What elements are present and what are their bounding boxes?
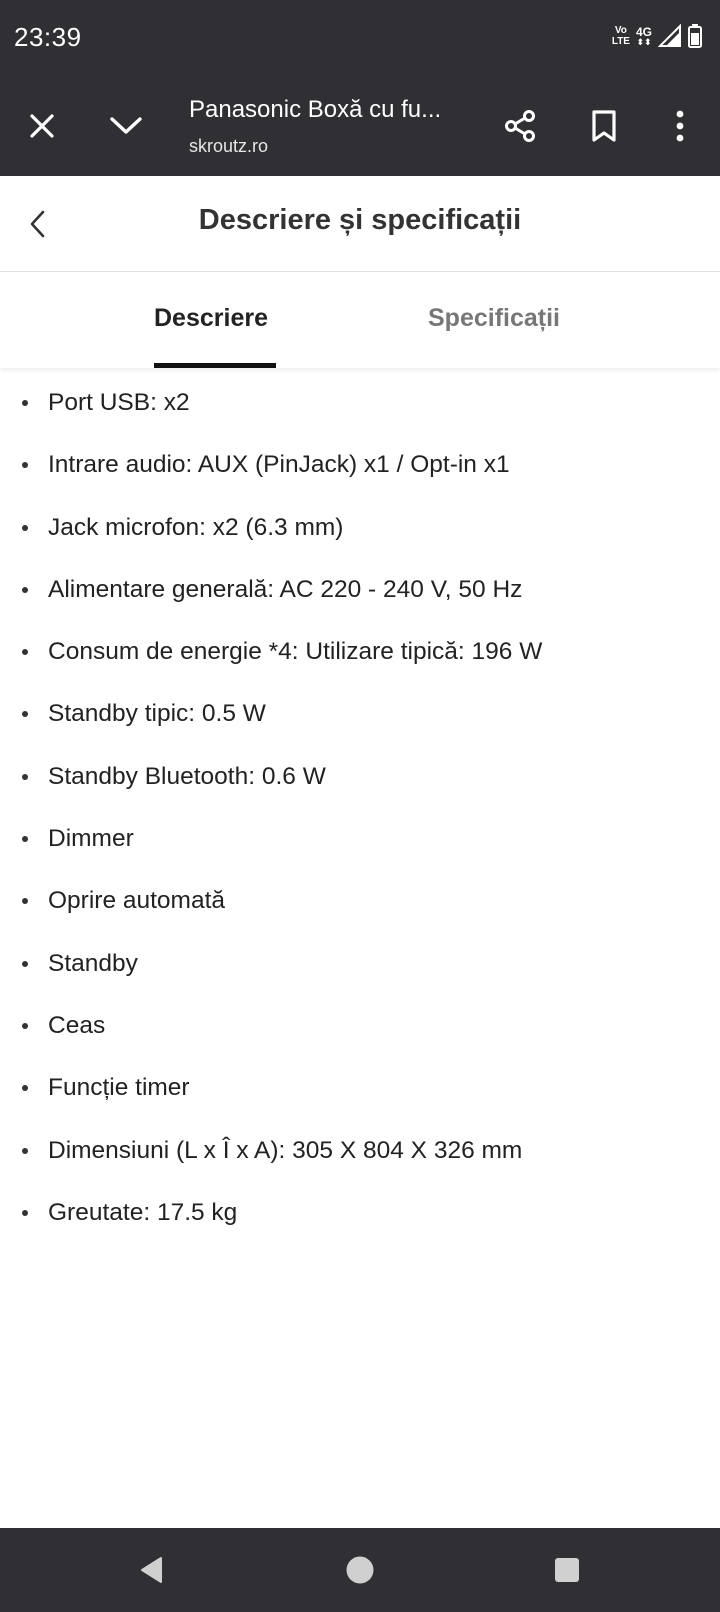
- bullet-icon: [22, 774, 28, 780]
- volte-icon: [612, 25, 630, 47]
- spec-text: Standby tipic: 0.5 W: [48, 700, 266, 728]
- share-icon[interactable]: [496, 102, 544, 150]
- bullet-icon: [22, 1210, 28, 1216]
- spec-list-item: [0, 995, 720, 1057]
- spec-text: Dimmer: [48, 825, 134, 853]
- square-recents-icon: [553, 1556, 581, 1584]
- signal-icon: [658, 24, 682, 48]
- data-arrows-icon: ⬍⬍: [636, 36, 652, 47]
- spec-list-item: [0, 1120, 720, 1182]
- system-nav-bar: [0, 1528, 720, 1612]
- status-icons: [612, 24, 702, 48]
- page-title-tab[interactable]: Panasonic Boxă cu fu...: [189, 96, 442, 123]
- tab-bar: [0, 272, 720, 368]
- tab-specificatii[interactable]: Specificații: [428, 304, 560, 332]
- nav-back-button[interactable]: [130, 1548, 174, 1592]
- bullet-icon: [22, 649, 28, 655]
- status-time: 23:39: [14, 22, 82, 52]
- spec-text: Standby: [48, 949, 138, 977]
- spec-text: Dimensiuni (L x Î x A): 305 X 804 X 326 mm: [48, 1136, 523, 1164]
- spec-list-item: [0, 497, 720, 559]
- spec-list-item: [0, 933, 720, 995]
- bullet-icon: [22, 1023, 28, 1029]
- network-type: [636, 26, 652, 47]
- network-label: 4G: [635, 24, 652, 39]
- chevron-down-icon[interactable]: [102, 102, 150, 150]
- spec-text: Standby Bluetooth: 0.6 W: [48, 762, 326, 790]
- nav-recents-button[interactable]: [545, 1548, 589, 1592]
- bullet-icon: [22, 898, 28, 904]
- bullet-icon: [22, 836, 28, 842]
- spec-list-item: [0, 870, 720, 932]
- browser-toolbar: [0, 76, 720, 176]
- triangle-back-icon: [137, 1555, 167, 1585]
- spec-list: [0, 372, 720, 1244]
- spec-list-item: [0, 808, 720, 870]
- spec-text: Greutate: 17.5 kg: [48, 1198, 238, 1226]
- bullet-icon: [22, 961, 28, 967]
- battery-icon: [688, 24, 702, 48]
- spec-list-item: [0, 621, 720, 683]
- spec-list-item: [0, 1182, 720, 1244]
- bullet-icon: [22, 462, 28, 468]
- spec-text: Ceas: [48, 1011, 106, 1039]
- more-vert-icon[interactable]: [656, 102, 704, 150]
- page-url[interactable]: skroutz.ro: [189, 136, 269, 156]
- bookmark-icon[interactable]: [580, 102, 628, 150]
- circle-home-icon: [345, 1555, 375, 1585]
- spec-text: Alimentare generală: AC 220 - 240 V, 50 Hz: [48, 575, 523, 603]
- spec-text: Consum de energie *4: Utilizare tipică: 196 W: [48, 638, 543, 666]
- volte-label: Vo: [614, 25, 627, 36]
- page-header: [0, 176, 720, 272]
- nav-home-button[interactable]: [338, 1548, 382, 1592]
- bullet-icon: [22, 525, 28, 531]
- spec-list-item: [0, 1057, 720, 1119]
- spec-text: Intrare audio: AUX (PinJack) x1 / Opt-in x1: [48, 451, 510, 479]
- spec-text: Port USB: x2: [48, 389, 190, 416]
- bullet-icon: [22, 400, 28, 406]
- close-icon[interactable]: [18, 102, 66, 150]
- spec-text: Funcție timer: [48, 1074, 190, 1102]
- page-title: Descriere și specificații: [198, 204, 522, 236]
- status-bar: [0, 0, 720, 76]
- tab-descriere[interactable]: Descriere: [154, 304, 268, 332]
- spec-list-item: [0, 434, 720, 496]
- spec-text: Jack microfon: x2 (6.3 mm): [48, 513, 344, 541]
- spec-list-item: [0, 559, 720, 621]
- spec-list-item: [0, 746, 720, 808]
- lte-label: LTE: [611, 36, 630, 47]
- bullet-icon: [22, 1148, 28, 1154]
- spec-list-item: [0, 372, 720, 434]
- spec-list-item: [0, 683, 720, 745]
- active-tab-indicator: [154, 363, 276, 368]
- bullet-icon: [22, 587, 28, 593]
- spec-text: Oprire automată: [48, 887, 226, 915]
- bullet-icon: [22, 1085, 28, 1091]
- bullet-icon: [22, 711, 28, 717]
